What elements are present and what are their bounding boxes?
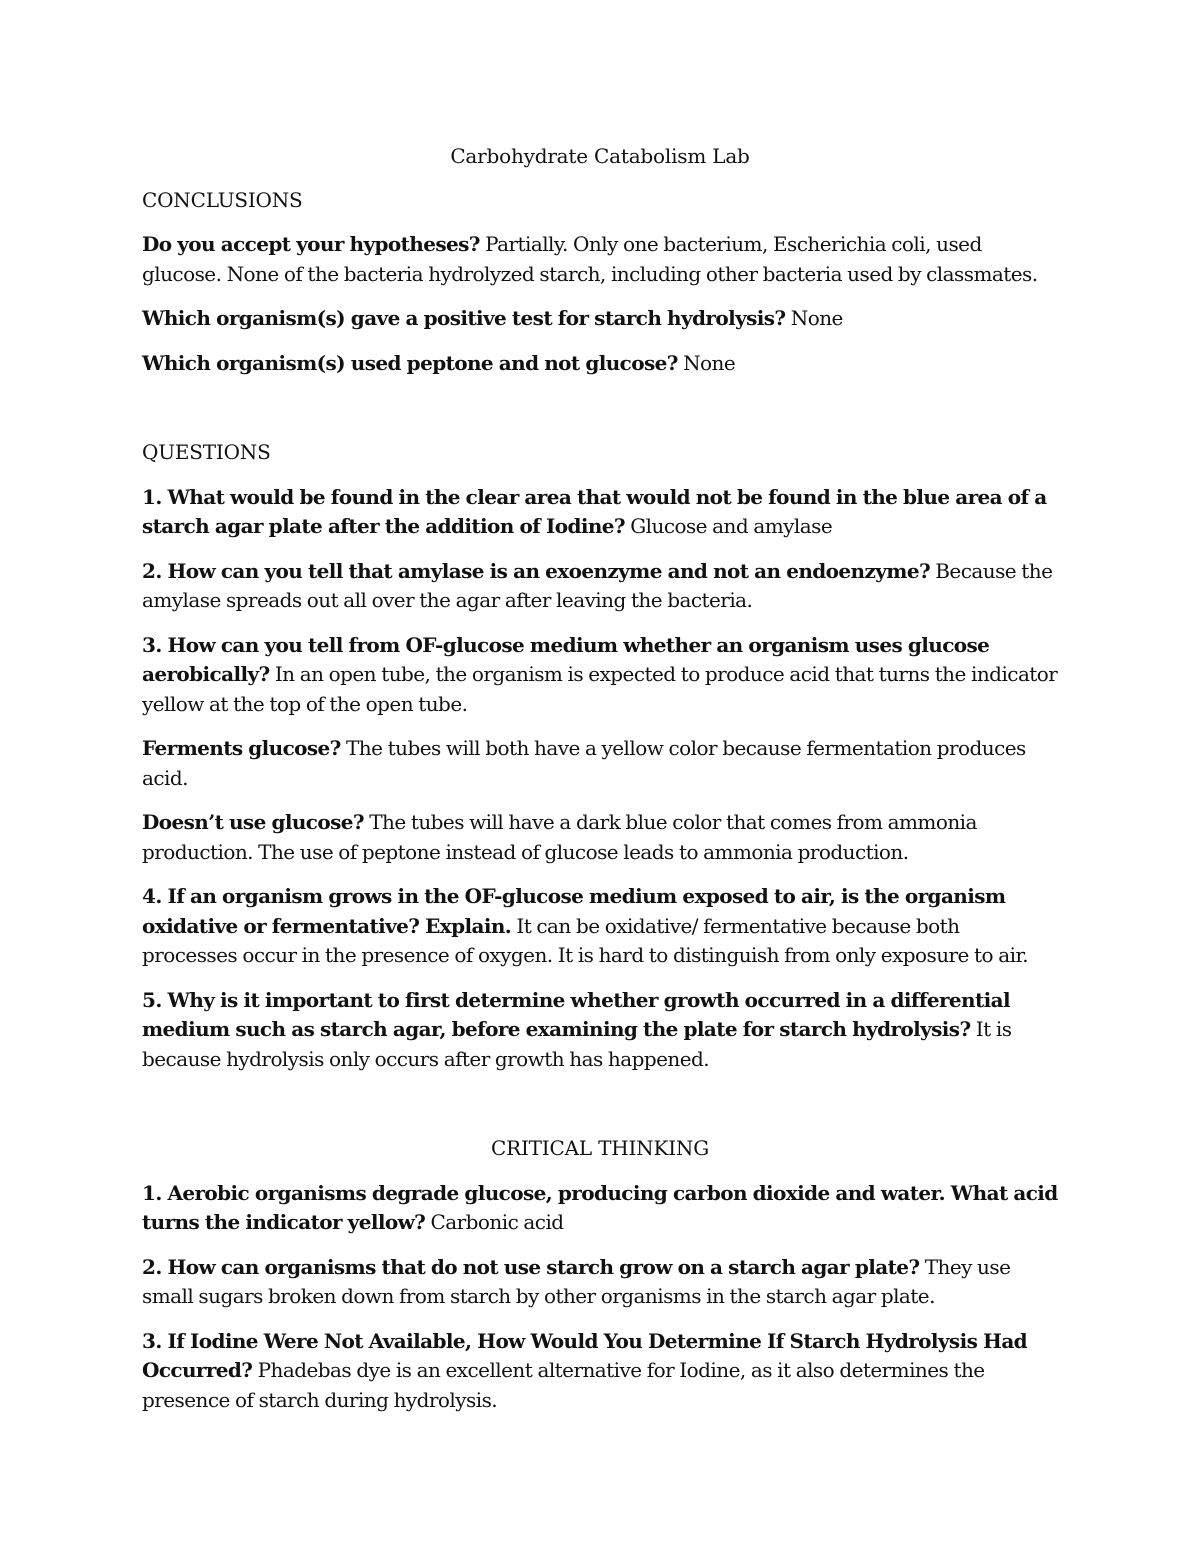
question-item-5 — [142, 986, 1058, 1075]
question-item-4 — [142, 882, 1058, 971]
question-doesnt-use: Doesn’t use glucose? — [142, 810, 365, 834]
question-answer-5: It is because hydrolysis only occurs after growth has happened. — [142, 1017, 1012, 1071]
critical-item-2 — [142, 1253, 1058, 1312]
question-item-3 — [142, 631, 1058, 720]
document-page — [142, 140, 1058, 1415]
question-item-2 — [142, 557, 1058, 616]
conclusion-answer-2: None — [785, 306, 843, 330]
question-3: 3. How can you tell from OF-glucose medium whether an organism uses glucose aerobically? — [142, 632, 990, 686]
question-2: 2. How can you tell that amylase is an exoenzyme and not an endoenzyme? — [142, 558, 931, 583]
question-answer-1: Glucose and amylase — [625, 514, 833, 538]
critical-item-1 — [142, 1179, 1058, 1238]
conclusion-question-2: Which organism(s) gave a positive test for starch hydrolysis? — [142, 306, 786, 330]
question-1: 1. What would be found in the clear area that would not be found in the blue area of a starch agar plate after the addition of Iodine? — [142, 484, 1047, 538]
question-answer-ferments: The tubes will both have a yellow color because fermentation produces acid. — [142, 736, 1026, 790]
critical-question-3: 3. If Iodine Were Not Available, How Would You Determine If Starch Hydrolysis Had Occurred? — [142, 1328, 1028, 1382]
conclusion-question-1: Do you accept your hypotheses? — [142, 232, 480, 256]
conclusions-heading: CONCLUSIONS — [142, 187, 303, 212]
conclusion-item-3 — [142, 349, 1058, 379]
conclusion-answer-3: None — [677, 350, 736, 375]
question-item-1 — [142, 483, 1058, 542]
question-answer-2: Because the amylase spreads out all over the agar after leaving the bacteria. — [142, 558, 1053, 612]
conclusion-item-1 — [142, 230, 1058, 289]
question-answer-3: In an open tube, the organism is expected to produce acid that turns the indicator yellow at the top of the open tube. — [142, 662, 1058, 716]
question-answer-4: It can be oxidative/ fermentative because both processes occur in the presence of oxygen. It is hard to distinguish from only exposure to air. — [142, 913, 1029, 967]
conclusion-question-3: Which organism(s) used peptone and not glucose? — [142, 350, 678, 375]
conclusion-item-2 — [142, 304, 1058, 334]
critical-answer-2: They use small sugars broken down from starch by other organisms in the starch agar plate. — [142, 1254, 1011, 1308]
critical-question-1: 1. Aerobic organisms degrade glucose, producing carbon dioxide and water. What acid turns the indicator yellow? — [142, 1180, 1058, 1234]
critical-answer-3: Phadebas dye is an excellent alternative for Iodine, as it also determines the presence of starch during hydrolysis. — [142, 1358, 985, 1412]
question-item-doesnt-use — [142, 808, 1058, 867]
critical-thinking-heading: CRITICAL THINKING — [491, 1136, 709, 1160]
question-5: 5. Why is it important to first determine whether growth occurred in a differential medium such as starch agar, before examining the plate for starch hydrolysis? — [142, 987, 1010, 1041]
question-item-ferments — [142, 734, 1058, 793]
critical-answer-1: Carbonic acid — [425, 1210, 564, 1234]
document-title: Carbohydrate Catabolism Lab — [450, 144, 750, 168]
question-4: 4. If an organism grows in the OF-glucose medium exposed to air, is the organism oxidative or fermentative? Explain. — [142, 884, 1006, 938]
conclusion-answer-1: Partially. Only one bacterium, Escherichia coli, used glucose. None of the bacteria hydrolyzed starch, including other bacteria used by classmates. — [142, 232, 1038, 286]
question-ferments: Ferments glucose? — [142, 736, 341, 760]
critical-item-3 — [142, 1327, 1058, 1416]
questions-heading: QUESTIONS — [142, 440, 271, 464]
question-answer-doesnt-use: The tubes will have a dark blue color that comes from ammonia production. The use of peptone instead of glucose leads to ammonia production. — [142, 810, 977, 864]
critical-question-2: 2. How can organisms that do not use starch grow on a starch agar plate? — [142, 1254, 920, 1279]
